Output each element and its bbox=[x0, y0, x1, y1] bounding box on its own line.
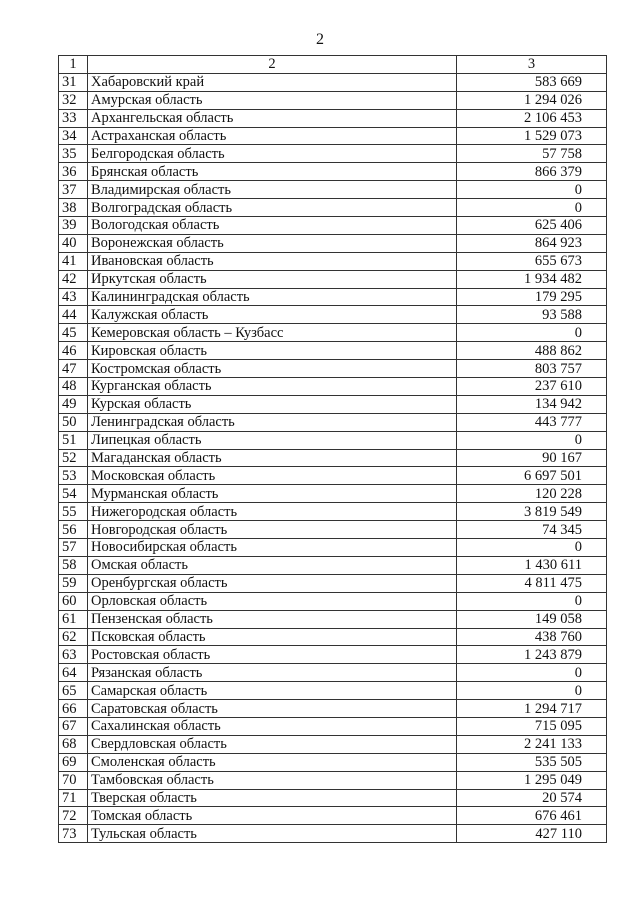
region-name: Смоленская область bbox=[88, 753, 457, 771]
row-value: 93 588 bbox=[457, 306, 607, 324]
region-name: Пензенская область bbox=[88, 610, 457, 628]
row-number: 64 bbox=[59, 664, 88, 682]
row-value: 676 461 bbox=[457, 807, 607, 825]
row-number: 48 bbox=[59, 378, 88, 396]
row-number: 35 bbox=[59, 145, 88, 163]
region-name: Мурманская область bbox=[88, 485, 457, 503]
row-number: 42 bbox=[59, 270, 88, 288]
table-row bbox=[59, 717, 607, 735]
row-number: 40 bbox=[59, 234, 88, 252]
region-name: Тамбовская область bbox=[88, 771, 457, 789]
table-row bbox=[59, 825, 607, 843]
table-row bbox=[59, 270, 607, 288]
region-name: Хабаровский край bbox=[88, 73, 457, 91]
region-name: Орловская область bbox=[88, 592, 457, 610]
row-value: 625 406 bbox=[457, 217, 607, 235]
region-name: Томская область bbox=[88, 807, 457, 825]
row-value: 0 bbox=[457, 324, 607, 342]
table-row bbox=[59, 288, 607, 306]
row-value: 803 757 bbox=[457, 360, 607, 378]
row-number: 39 bbox=[59, 217, 88, 235]
row-value: 1 294 026 bbox=[457, 91, 607, 109]
row-value: 0 bbox=[457, 181, 607, 199]
table-row bbox=[59, 145, 607, 163]
row-number: 57 bbox=[59, 539, 88, 557]
table-header-row bbox=[59, 56, 607, 74]
row-value: 120 228 bbox=[457, 485, 607, 503]
row-number: 50 bbox=[59, 413, 88, 431]
table-row bbox=[59, 700, 607, 718]
region-name: Костромская область bbox=[88, 360, 457, 378]
region-name: Тверская область bbox=[88, 789, 457, 807]
region-name: Курская область bbox=[88, 395, 457, 413]
row-number: 34 bbox=[59, 127, 88, 145]
row-value: 1 529 073 bbox=[457, 127, 607, 145]
row-value: 583 669 bbox=[457, 73, 607, 91]
header-col-3: 3 bbox=[457, 56, 607, 74]
row-number: 65 bbox=[59, 682, 88, 700]
region-name: Амурская область bbox=[88, 91, 457, 109]
table-row bbox=[59, 646, 607, 664]
region-name: Магаданская область bbox=[88, 449, 457, 467]
region-name: Самарская область bbox=[88, 682, 457, 700]
row-value: 864 923 bbox=[457, 234, 607, 252]
row-value: 2 241 133 bbox=[457, 735, 607, 753]
region-name: Саратовская область bbox=[88, 700, 457, 718]
row-value: 179 295 bbox=[457, 288, 607, 306]
table-row bbox=[59, 610, 607, 628]
row-value: 427 110 bbox=[457, 825, 607, 843]
row-number: 59 bbox=[59, 574, 88, 592]
region-name: Архангельская область bbox=[88, 109, 457, 127]
table-row bbox=[59, 431, 607, 449]
row-value: 655 673 bbox=[457, 252, 607, 270]
row-number: 46 bbox=[59, 342, 88, 360]
region-name: Ленинградская область bbox=[88, 413, 457, 431]
row-number: 31 bbox=[59, 73, 88, 91]
table-row bbox=[59, 395, 607, 413]
row-value: 0 bbox=[457, 664, 607, 682]
row-number: 56 bbox=[59, 521, 88, 539]
row-value: 535 505 bbox=[457, 753, 607, 771]
row-number: 49 bbox=[59, 395, 88, 413]
table-row bbox=[59, 163, 607, 181]
table-row bbox=[59, 252, 607, 270]
table-row bbox=[59, 181, 607, 199]
region-name: Псковская область bbox=[88, 628, 457, 646]
region-name: Кемеровская область – Кузбасс bbox=[88, 324, 457, 342]
table-row bbox=[59, 789, 607, 807]
row-number: 61 bbox=[59, 610, 88, 628]
table-row bbox=[59, 127, 607, 145]
region-name: Свердловская область bbox=[88, 735, 457, 753]
row-value: 74 345 bbox=[457, 521, 607, 539]
row-value: 20 574 bbox=[457, 789, 607, 807]
table-row bbox=[59, 574, 607, 592]
row-number: 38 bbox=[59, 199, 88, 217]
table-row bbox=[59, 449, 607, 467]
row-number: 33 bbox=[59, 109, 88, 127]
table-row bbox=[59, 753, 607, 771]
row-value: 3 819 549 bbox=[457, 503, 607, 521]
table-row bbox=[59, 324, 607, 342]
row-value: 90 167 bbox=[457, 449, 607, 467]
region-name: Нижегородская область bbox=[88, 503, 457, 521]
row-number: 62 bbox=[59, 628, 88, 646]
row-number: 60 bbox=[59, 592, 88, 610]
page-number: 2 bbox=[316, 31, 324, 48]
row-value: 0 bbox=[457, 431, 607, 449]
row-value: 149 058 bbox=[457, 610, 607, 628]
table-row bbox=[59, 807, 607, 825]
table-row bbox=[59, 306, 607, 324]
region-name: Рязанская область bbox=[88, 664, 457, 682]
row-number: 43 bbox=[59, 288, 88, 306]
table-row bbox=[59, 109, 607, 127]
row-value: 6 697 501 bbox=[457, 467, 607, 485]
row-value: 1 294 717 bbox=[457, 700, 607, 718]
row-number: 58 bbox=[59, 556, 88, 574]
region-name: Владимирская область bbox=[88, 181, 457, 199]
region-name: Белгородская область bbox=[88, 145, 457, 163]
table-row bbox=[59, 556, 607, 574]
table-row bbox=[59, 628, 607, 646]
region-name: Волгоградская область bbox=[88, 199, 457, 217]
table-row bbox=[59, 217, 607, 235]
region-name: Московская область bbox=[88, 467, 457, 485]
row-number: 36 bbox=[59, 163, 88, 181]
row-number: 52 bbox=[59, 449, 88, 467]
row-number: 73 bbox=[59, 825, 88, 843]
row-value: 438 760 bbox=[457, 628, 607, 646]
region-name: Новосибирская область bbox=[88, 539, 457, 557]
table-row bbox=[59, 73, 607, 91]
region-name: Вологодская область bbox=[88, 217, 457, 235]
regions-table bbox=[58, 55, 607, 843]
row-value: 4 811 475 bbox=[457, 574, 607, 592]
table-row bbox=[59, 735, 607, 753]
row-value: 1 295 049 bbox=[457, 771, 607, 789]
region-name: Тульская область bbox=[88, 825, 457, 843]
row-number: 63 bbox=[59, 646, 88, 664]
row-value: 0 bbox=[457, 592, 607, 610]
row-number: 67 bbox=[59, 717, 88, 735]
table-row bbox=[59, 592, 607, 610]
region-name: Ростовская область bbox=[88, 646, 457, 664]
table-row bbox=[59, 91, 607, 109]
region-name: Курганская область bbox=[88, 378, 457, 396]
table-row bbox=[59, 503, 607, 521]
row-number: 55 bbox=[59, 503, 88, 521]
row-number: 44 bbox=[59, 306, 88, 324]
row-number: 72 bbox=[59, 807, 88, 825]
row-number: 37 bbox=[59, 181, 88, 199]
row-number: 32 bbox=[59, 91, 88, 109]
row-value: 866 379 bbox=[457, 163, 607, 181]
row-value: 1 243 879 bbox=[457, 646, 607, 664]
region-name: Омская область bbox=[88, 556, 457, 574]
region-name: Кировская область bbox=[88, 342, 457, 360]
header-col-2: 2 bbox=[88, 56, 457, 74]
region-name: Сахалинская область bbox=[88, 717, 457, 735]
table-row bbox=[59, 485, 607, 503]
region-name: Калужская область bbox=[88, 306, 457, 324]
row-value: 0 bbox=[457, 539, 607, 557]
row-value: 0 bbox=[457, 682, 607, 700]
row-value: 0 bbox=[457, 199, 607, 217]
table-row bbox=[59, 467, 607, 485]
row-number: 71 bbox=[59, 789, 88, 807]
row-value: 57 758 bbox=[457, 145, 607, 163]
table-row bbox=[59, 664, 607, 682]
row-number: 51 bbox=[59, 431, 88, 449]
table-body bbox=[59, 56, 607, 843]
table-row bbox=[59, 342, 607, 360]
table-row bbox=[59, 199, 607, 217]
table-row bbox=[59, 413, 607, 431]
row-value: 1 934 482 bbox=[457, 270, 607, 288]
region-name: Брянская область bbox=[88, 163, 457, 181]
row-number: 66 bbox=[59, 700, 88, 718]
table-row bbox=[59, 771, 607, 789]
region-name: Калининградская область bbox=[88, 288, 457, 306]
table-row bbox=[59, 682, 607, 700]
region-name: Иркутская область bbox=[88, 270, 457, 288]
row-number: 53 bbox=[59, 467, 88, 485]
table-row bbox=[59, 521, 607, 539]
region-name: Ивановская область bbox=[88, 252, 457, 270]
table-row bbox=[59, 378, 607, 396]
table-row bbox=[59, 539, 607, 557]
region-name: Липецкая область bbox=[88, 431, 457, 449]
row-value: 2 106 453 bbox=[457, 109, 607, 127]
row-number: 69 bbox=[59, 753, 88, 771]
row-value: 443 777 bbox=[457, 413, 607, 431]
row-value: 715 095 bbox=[457, 717, 607, 735]
row-number: 68 bbox=[59, 735, 88, 753]
table-row bbox=[59, 234, 607, 252]
row-number: 54 bbox=[59, 485, 88, 503]
header-col-1: 1 bbox=[59, 56, 88, 74]
row-value: 237 610 bbox=[457, 378, 607, 396]
row-value: 1 430 611 bbox=[457, 556, 607, 574]
region-name: Астраханская область bbox=[88, 127, 457, 145]
row-number: 45 bbox=[59, 324, 88, 342]
row-value: 134 942 bbox=[457, 395, 607, 413]
region-name: Воронежская область bbox=[88, 234, 457, 252]
table-row bbox=[59, 360, 607, 378]
row-number: 70 bbox=[59, 771, 88, 789]
region-name: Оренбургская область bbox=[88, 574, 457, 592]
row-value: 488 862 bbox=[457, 342, 607, 360]
row-number: 41 bbox=[59, 252, 88, 270]
region-name: Новгородская область bbox=[88, 521, 457, 539]
row-number: 47 bbox=[59, 360, 88, 378]
